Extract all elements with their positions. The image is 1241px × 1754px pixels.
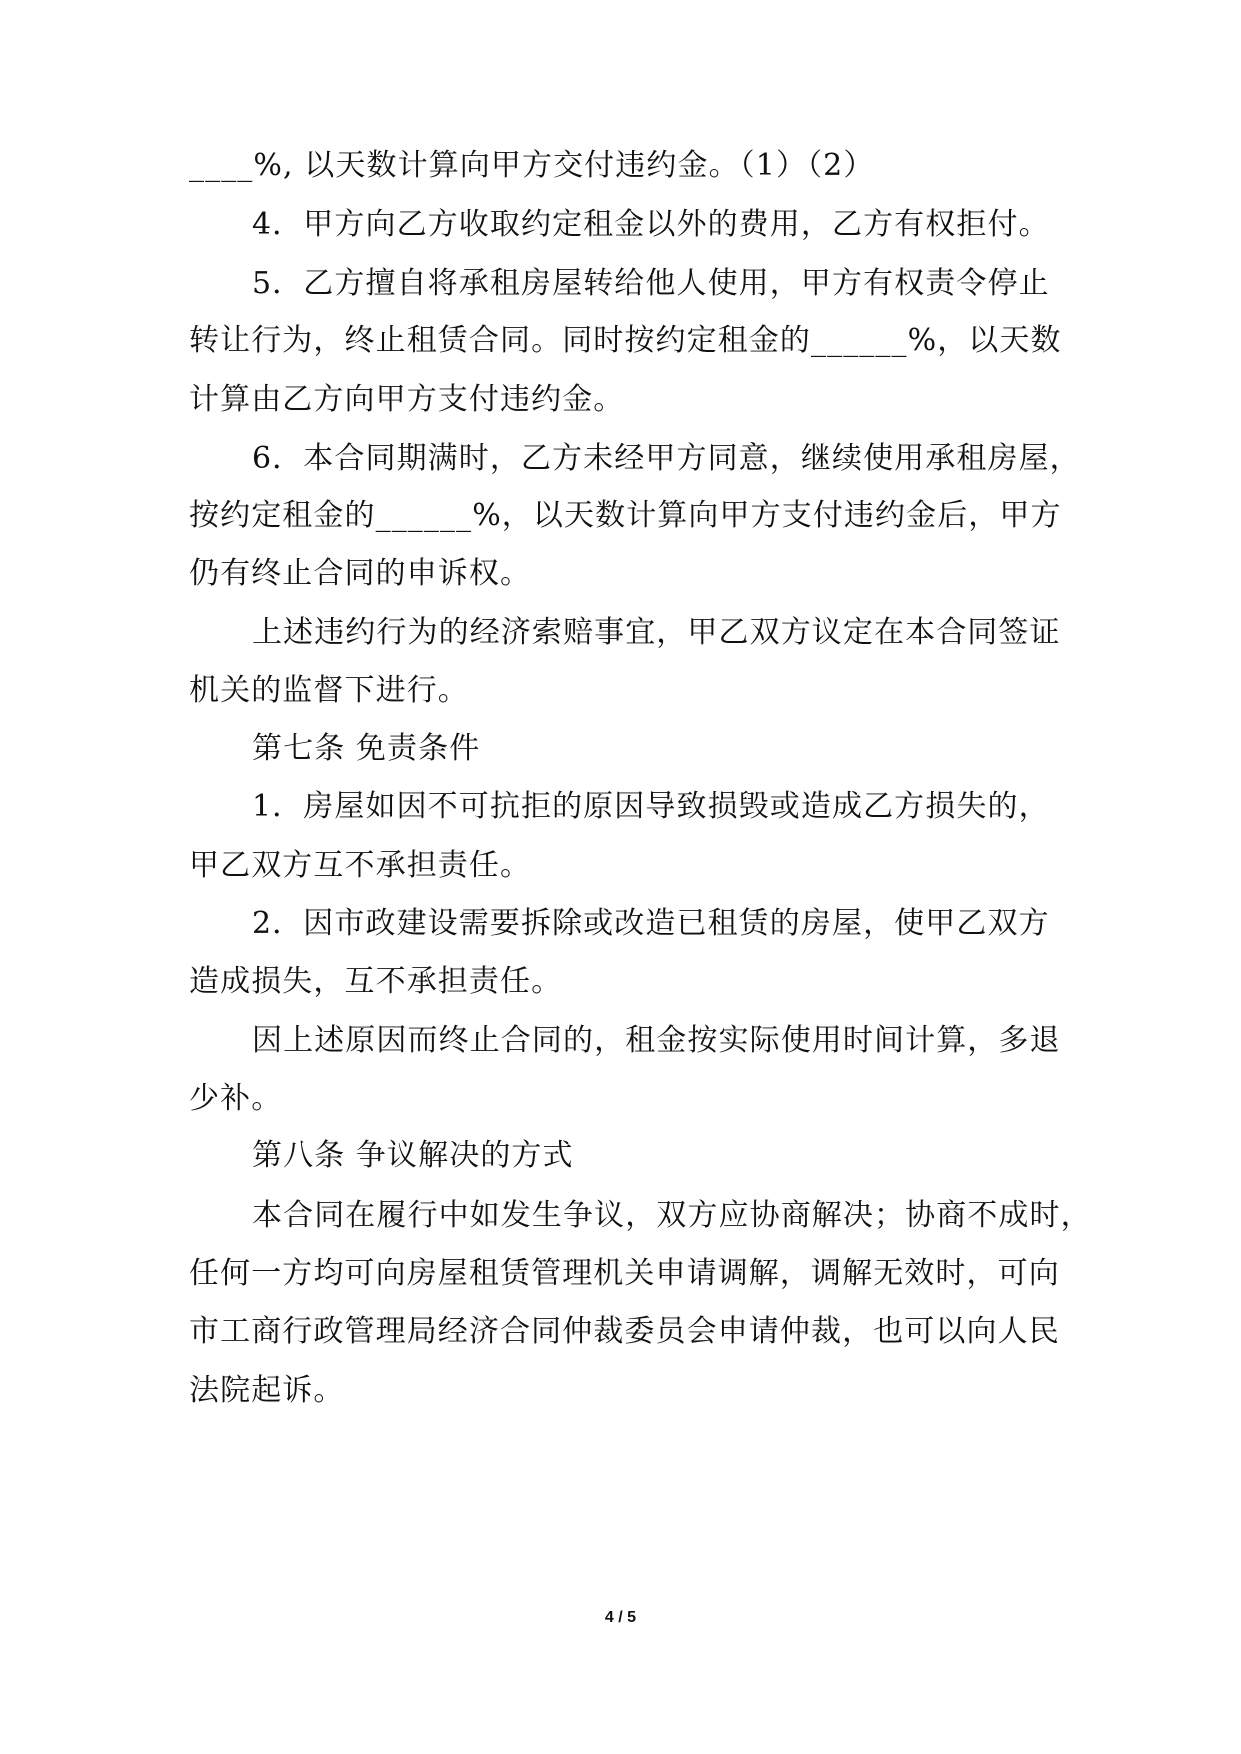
text-line: 2．因市政建设需要拆除或改造已租赁的房屋，使甲乙双方 <box>252 906 1050 941</box>
text-line: 仍有终止合同的申诉权。 <box>189 556 532 591</box>
text-line: ____%, 以天数计算向甲方交付违约金。（1）（2） <box>189 148 875 183</box>
text-line: 造成损失，互不承担责任。 <box>189 964 563 999</box>
section-heading: 第七条 免责条件 <box>252 731 481 766</box>
text-line: 任何一方均可向房屋租赁管理机关申请调解，调解无效时，可向 <box>189 1256 1060 1291</box>
page-number: 4 / 5 <box>604 1609 637 1626</box>
text-line: 市工商行政管理局经济合同仲裁委员会申请仲裁，也可以向人民 <box>189 1314 1060 1349</box>
text-line: 按约定租金的______%，以天数计算向甲方支付违约金后，甲方 <box>189 498 1062 533</box>
text-line: 计算由乙方向甲方支付违约金。 <box>189 382 625 417</box>
text-line: 4．甲方向乙方收取约定租金以外的费用，乙方有权拒付。 <box>252 207 1050 242</box>
text-line: 上述违约行为的经济索赔事宜，甲乙双方议定在本合同签证 <box>252 615 1061 650</box>
text-line: 少补。 <box>189 1081 283 1116</box>
text-line: 法院起诉。 <box>189 1373 345 1408</box>
text-line: 1．房屋如因不可抗拒的原因导致损毁或造成乙方损失的， <box>252 789 1050 824</box>
text-line: 机关的监督下进行。 <box>189 673 469 708</box>
section-heading: 第八条 争议解决的方式 <box>252 1138 574 1173</box>
text-line: 甲乙双方互不承担责任。 <box>189 848 532 883</box>
text-line: 6．本合同期满时，乙方未经甲方同意，继续使用承租房屋， <box>252 441 1081 476</box>
text-line: 转让行为，终止租赁合同。同时按约定租金的______%，以天数 <box>189 323 1062 358</box>
text-line: 因上述原因而终止合同的，租金按实际使用时间计算，多退 <box>252 1023 1061 1058</box>
text-line: 本合同在履行中如发生争议，双方应协商解决；协商不成时， <box>252 1198 1092 1233</box>
text-line: 5．乙方擅自将承租房屋转给他人使用，甲方有权责令停止 <box>252 266 1050 301</box>
